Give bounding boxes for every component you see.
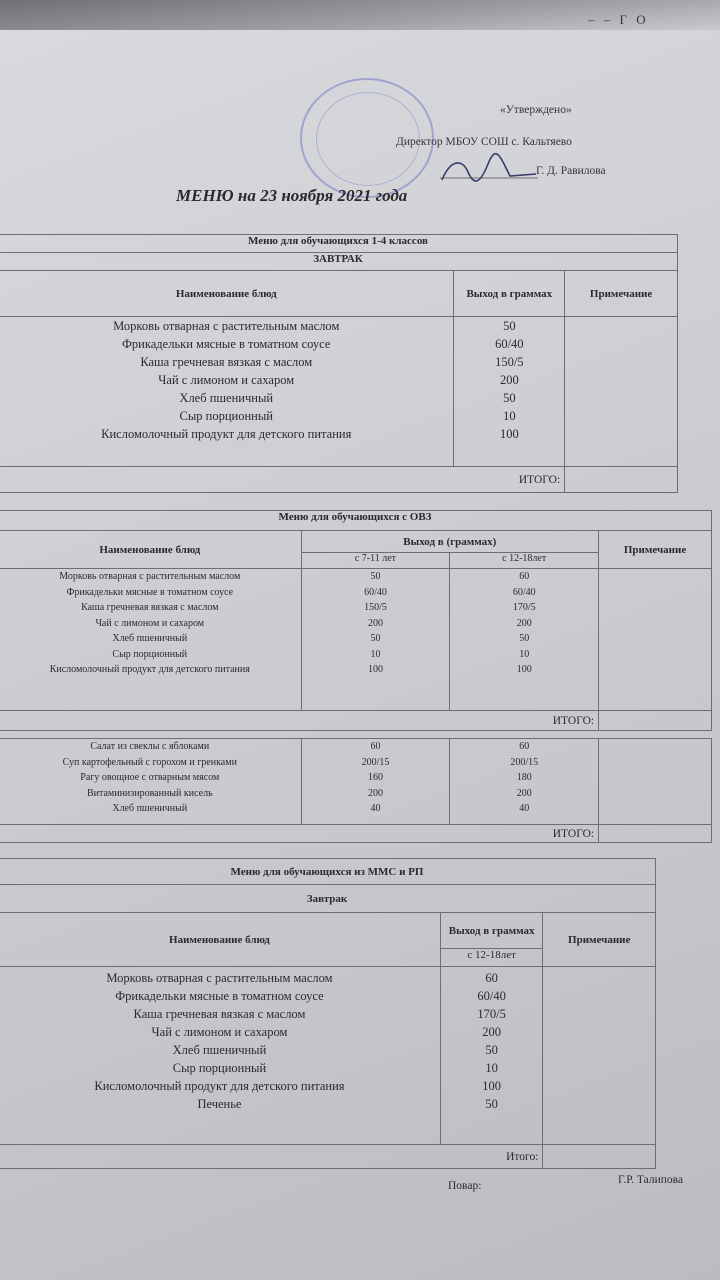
yield-value: 200 (516, 617, 532, 629)
list-item: Морковь отварная с растительным маслом (59, 571, 241, 582)
table2-notes (599, 569, 712, 711)
list-item: Суп картофельный с горохом и гренками (62, 756, 237, 768)
list-item: Хлеб пшеничный (172, 1043, 267, 1057)
table2-total: ИТОГО: (0, 711, 599, 731)
yield-value: 60/40 (477, 989, 506, 1003)
table2-yields-7-11 (301, 569, 450, 711)
list-item: Каша гречневая вязкая с маслом (133, 1007, 306, 1021)
table3-dish-names (0, 967, 440, 1145)
list-item: Чай с лимоном и сахаром (158, 373, 295, 387)
menu-table-mms-rp (0, 858, 656, 1169)
yield-value: 100 (499, 427, 519, 441)
cook-label: Повар: (448, 1180, 482, 1192)
list-item: Фрикадельки мясные в томатном соусе (122, 337, 331, 351)
yield-value: 200 (482, 1025, 502, 1039)
table1-dish-names (0, 317, 454, 467)
yield-value: 200 (499, 373, 519, 387)
table2-total-value (599, 711, 712, 731)
cook-name: Г.Р. Талипова (618, 1174, 684, 1186)
yield-value: 150/5 (364, 602, 387, 613)
table2-spacer (0, 731, 712, 739)
list-item: Хлеб пшеничный (112, 633, 188, 644)
list-item: Сыр порционный (112, 648, 188, 660)
page-title: МЕНЮ на 23 ноября 2021 года (176, 186, 408, 205)
table1-col-name: Наименование блюд (0, 271, 454, 317)
table3-caption: Меню для обучающихся из ММС и РП (0, 859, 656, 885)
yield-value: 60/40 (512, 586, 536, 598)
table3-col-name: Наименование блюд (0, 913, 440, 967)
list-item: Кисломолочный продукт для детского питания (49, 664, 250, 675)
table3-col-note: Примечание (543, 913, 656, 967)
table3-col-yield: Выход в граммах (440, 913, 542, 949)
yield-value: 200 (367, 617, 383, 629)
yield-value: 50 (503, 391, 516, 405)
table2-col-name: Наименование блюд (0, 531, 301, 569)
table1-total: ИТОГО: (0, 467, 565, 493)
yield-value: 50 (503, 319, 516, 333)
yield-value: 40 (519, 803, 530, 814)
table2-col-note: Примечание (599, 531, 712, 569)
yield-value: 60 (519, 741, 530, 752)
yield-value: 200/15 (510, 756, 539, 768)
director-signature (440, 150, 540, 186)
table3-age: с 12-18лет (440, 949, 542, 967)
yield-value: 180 (516, 772, 532, 783)
yield-value: 150/5 (495, 355, 524, 369)
yield-value: 100 (367, 664, 383, 675)
yield-value: 160 (367, 772, 383, 783)
list-item: Хлеб пшеничный (179, 391, 274, 405)
list-item: Фрикадельки мясные в томатном соусе (115, 989, 324, 1003)
yield-value: 10 (503, 409, 516, 423)
table2-lunch-yields-12-18 (450, 739, 599, 825)
table2-lunch-notes (599, 739, 712, 825)
yield-value: 60/40 (364, 586, 387, 598)
yield-value: 200 (367, 787, 383, 799)
yield-value: 100 (482, 1079, 502, 1093)
table2-lunch-names (0, 739, 301, 825)
table3-yields (440, 967, 542, 1145)
yield-value: 50 (519, 633, 530, 644)
director-name: Г. Д. Равилова (536, 165, 606, 177)
list-item: Витаминизированный кисель (86, 787, 213, 799)
list-item: Фрикадельки мясные в томатном соусе (66, 586, 234, 598)
list-item: Сыр порционный (179, 409, 273, 423)
table2-caption: Меню для обучающихся с ОВЗ (0, 511, 712, 531)
yield-value: 60 (519, 571, 530, 582)
table2-total2-value (599, 825, 712, 843)
list-item: Каша гречневая вязкая с маслом (140, 355, 313, 369)
table1-meal: ЗАВТРАК (0, 253, 678, 271)
table2-total2: ИТОГО: (0, 825, 599, 843)
list-item: Кисломолочный продукт для детского питания (94, 1079, 345, 1093)
list-item: Морковь отварная с растительным маслом (113, 319, 340, 333)
approved-label: «Утверждено» (500, 104, 572, 116)
yield-value: 50 (485, 1097, 498, 1111)
top-edge-text: ‒ ‒ Г О (588, 12, 649, 27)
yield-value: 170/5 (477, 1007, 506, 1021)
table3-total-value (543, 1145, 656, 1169)
list-item: Морковь отварная с растительным маслом (106, 971, 333, 985)
yield-value: 10 (519, 648, 530, 660)
yield-value: 50 (485, 1043, 498, 1057)
yield-value: 60 (485, 971, 498, 985)
yield-value: 60 (370, 741, 381, 752)
table1-total-value (565, 467, 678, 493)
table1-col-note: Примечание (565, 271, 678, 317)
table2-lunch-yields-7-11 (301, 739, 450, 825)
table1-yields (454, 317, 565, 467)
list-item: Рагу овощное с отварным мясом (80, 772, 220, 783)
table3-meal: Завтрак (0, 885, 656, 913)
yield-value: 50 (370, 571, 381, 582)
list-item: Каша гречневая вязкая с маслом (81, 602, 219, 613)
yield-value: 200 (516, 787, 532, 799)
table2-age-12-18: с 12-18лет (450, 553, 599, 569)
list-item: Салат из свеклы с яблоками (90, 741, 210, 752)
yield-value: 40 (370, 803, 381, 814)
table2-yields-12-18 (450, 569, 599, 711)
list-item: Чай с лимоном и сахаром (151, 1025, 288, 1039)
table1-caption: Меню для обучающихся 1-4 классов (0, 235, 678, 253)
yield-value: 170/5 (512, 602, 536, 613)
yield-value: 100 (516, 664, 532, 675)
table2-dish-names (0, 569, 301, 711)
yield-value: 10 (370, 648, 381, 660)
menu-table-grades-1-4 (0, 234, 678, 493)
table2-col-yield: Выход в (граммах) (301, 531, 599, 553)
yield-value: 10 (485, 1061, 498, 1075)
yield-value: 200/15 (361, 756, 390, 768)
table2-age-7-11: с 7-11 лет (301, 553, 450, 569)
list-item: Чай с лимоном и сахаром (95, 617, 205, 629)
yield-value: 60/40 (495, 337, 524, 351)
list-item: Хлеб пшеничный (112, 803, 188, 814)
menu-table-ovz (0, 510, 712, 843)
director-position: Директор МБОУ СОШ с. Кальтяево (396, 136, 572, 148)
table1-notes (565, 317, 678, 467)
table1-col-yield: Выход в граммах (454, 271, 565, 317)
table3-total: Итого: (0, 1145, 543, 1169)
yield-value: 50 (370, 633, 381, 644)
table3-notes (543, 967, 656, 1145)
list-item: Сыр порционный (172, 1061, 267, 1075)
list-item: Кисломолочный продукт для детского питания (101, 427, 352, 441)
list-item: Печенье (197, 1097, 242, 1111)
